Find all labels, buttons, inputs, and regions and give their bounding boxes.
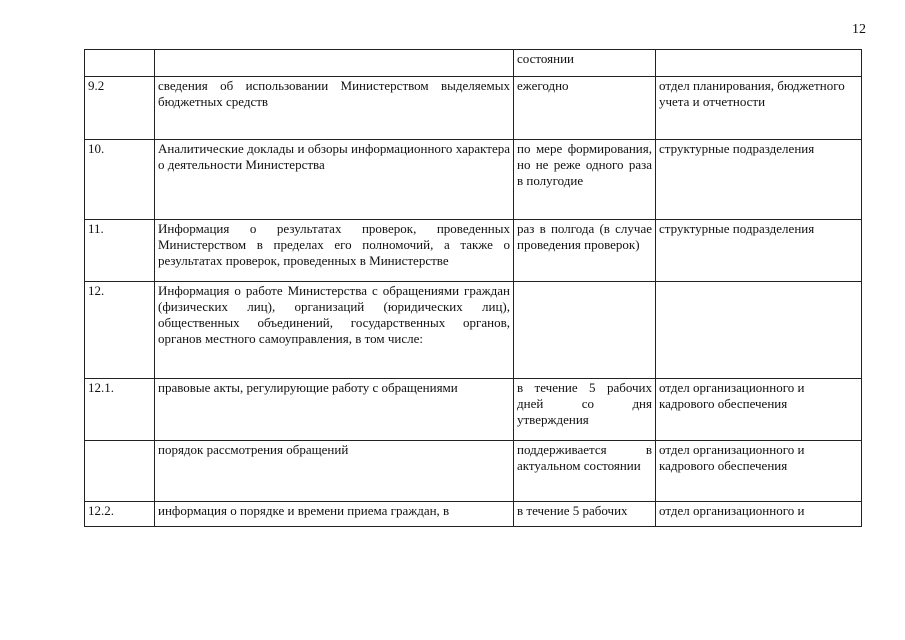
row-term: состоянии (514, 50, 656, 77)
row-number: 11. (85, 220, 155, 282)
row-term: в течение 5 рабочих (514, 502, 656, 527)
row-description: правовые акты, регулирующие работу с обращениями (155, 379, 514, 441)
row-responsible: структурные подразделения (656, 220, 862, 282)
disclosure-table (84, 49, 862, 527)
row-description: порядок рассмотрения обращений (155, 441, 514, 502)
table-row (85, 77, 862, 140)
row-number: 12.1. (85, 379, 155, 441)
row-term: по мере формирования, но не реже одного раза в полугодие (514, 140, 656, 220)
table-row (85, 502, 862, 527)
row-number: 9.2 (85, 77, 155, 140)
row-description: сведения об использовании Министерством выделяемых бюджетных средств (155, 77, 514, 140)
table-row (85, 282, 862, 379)
row-description: информация о порядке и времени приема граждан, в (155, 502, 514, 527)
row-number (85, 441, 155, 502)
table-row (85, 441, 862, 502)
table-row (85, 220, 862, 282)
page-number: 12 (852, 22, 866, 37)
row-responsible: отдел планирования, бюджетного учета и отчетности (656, 77, 862, 140)
row-responsible: структурные подразделения (656, 140, 862, 220)
row-term: поддерживается в актуальном состоянии (514, 441, 656, 502)
row-description: Аналитические доклады и обзоры информационного характера о деятельности Министерства (155, 140, 514, 220)
table-row (85, 379, 862, 441)
row-number (85, 50, 155, 77)
row-responsible (656, 282, 862, 379)
row-responsible: отдел организационного и (656, 502, 862, 527)
row-description: Информация о работе Министерства с обращениями граждан (физических лиц), организаций (юридических лиц), общественных объединений, государственных органов, органов местного самоуправления, в том числе: (155, 282, 514, 379)
row-term: ежегодно (514, 77, 656, 140)
row-responsible: отдел организационного и кадрового обеспечения (656, 379, 862, 441)
row-number: 12. (85, 282, 155, 379)
table-row (85, 50, 862, 77)
row-number: 12.2. (85, 502, 155, 527)
row-term (514, 282, 656, 379)
row-term: в течение 5 рабочих дней со дня утверждения (514, 379, 656, 441)
row-description: Информация о результатах проверок, проведенных Министерством в пределах его полномочий, а также о результатах проверок, проведенных в Министерстве (155, 220, 514, 282)
row-term: раз в полгода (в случае проведения проверок) (514, 220, 656, 282)
row-number: 10. (85, 140, 155, 220)
row-responsible: отдел организационного и кадрового обеспечения (656, 441, 862, 502)
row-responsible (656, 50, 862, 77)
table-row (85, 140, 862, 220)
row-description (155, 50, 514, 77)
